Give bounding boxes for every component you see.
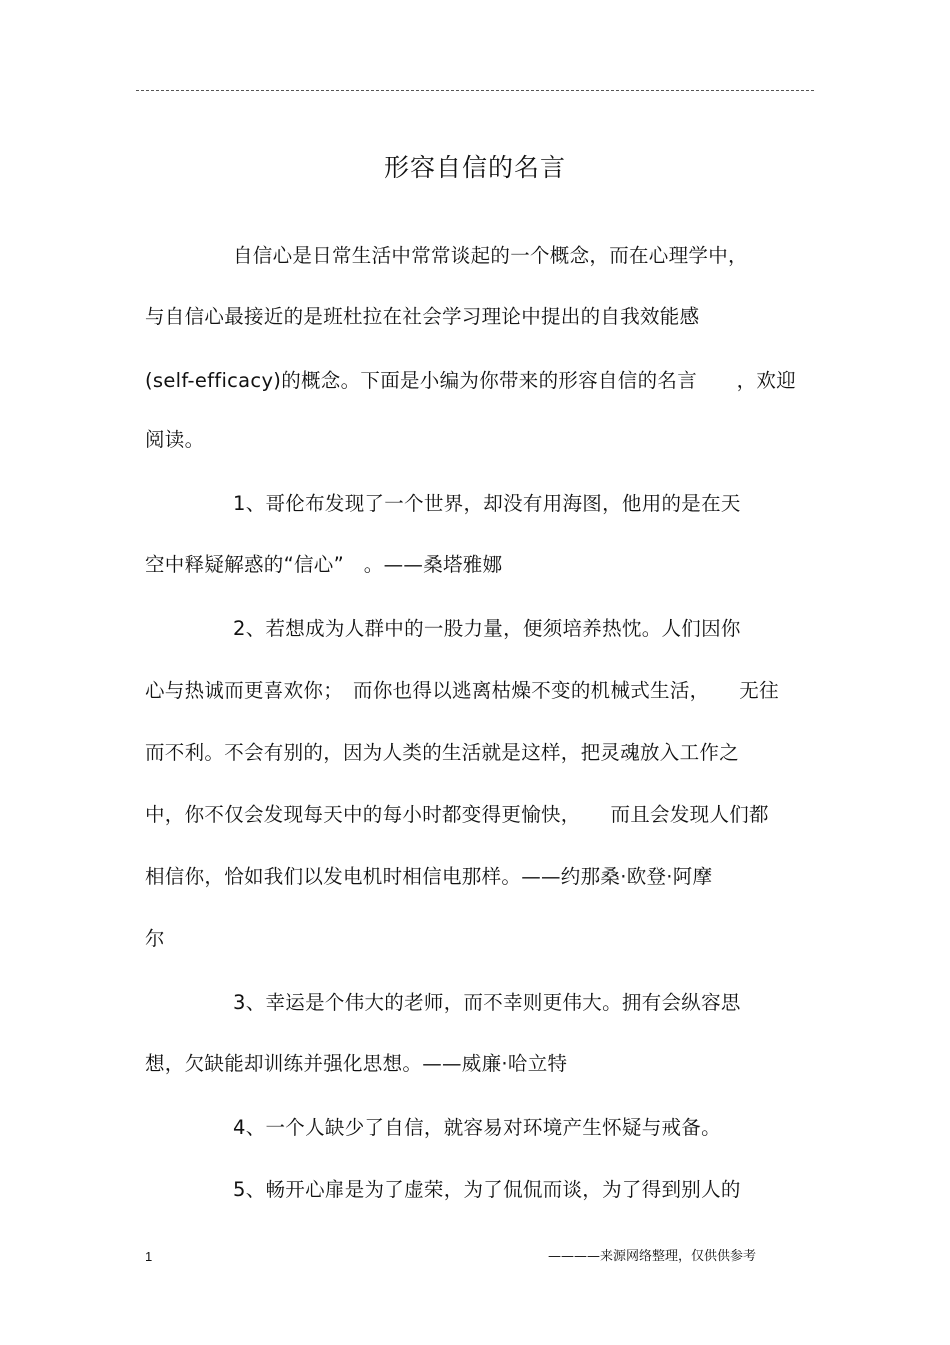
paragraph-line: 自信心是日常生活中常常谈起的一个概念，而在心理学中，	[233, 244, 748, 267]
quote-line: 2、若想成为人群中的一股力量，便须培养热忱。人们因你	[233, 617, 741, 640]
header-divider	[136, 90, 814, 91]
quote-line: 相信你，恰如我们以发电机时相信电那样。——约那桑·欧登·阿摩	[145, 865, 713, 888]
quote-line: 1、哥伦布发现了一个世界，却没有用海图，他用的是在天	[233, 492, 741, 515]
quote-line: 4、一个人缺少了自信，就容易对环境产生怀疑与戒备。	[233, 1116, 721, 1139]
quote-line: 尔	[145, 927, 165, 950]
quote-line: 而不利。不会有别的，因为人类的生活就是这样，把灵魂放入工作之	[145, 741, 740, 764]
page-number: 1	[145, 1249, 153, 1264]
quote-line: 5、畅开心扉是为了虚荣，为了侃侃而谈，为了得到别人的	[233, 1178, 741, 1201]
quote-line: 空中释疑解惑的“信心” 。——桑塔雅娜	[145, 553, 503, 576]
footer-note: ————来源网络整理，仅供供参考	[548, 1249, 757, 1264]
quote-line: 中，你不仅会发现每天中的每小时都变得更愉快， 而且会发现人们都	[145, 803, 769, 826]
quote-line: 心与热诚而更喜欢你； 而你也得以逃离枯燥不变的机械式生活， 无往	[145, 679, 779, 702]
quote-line: 3、幸运是个伟大的老师，而不幸则更伟大。拥有会纵容思	[233, 991, 741, 1014]
paragraph-line: 与自信心最接近的是班杜拉在社会学习理论中提出的自我效能感	[145, 305, 700, 328]
paragraph-line: 阅读。	[145, 428, 205, 451]
page-title: 形容自信的名言	[383, 153, 566, 182]
quote-line: 想，欠缺能却训练并强化思想。——威廉·哈立特	[145, 1052, 568, 1075]
paragraph-line: (self-efficacy)的概念。下面是小编为你带来的形容自信的名言 ，欢迎	[145, 369, 797, 392]
